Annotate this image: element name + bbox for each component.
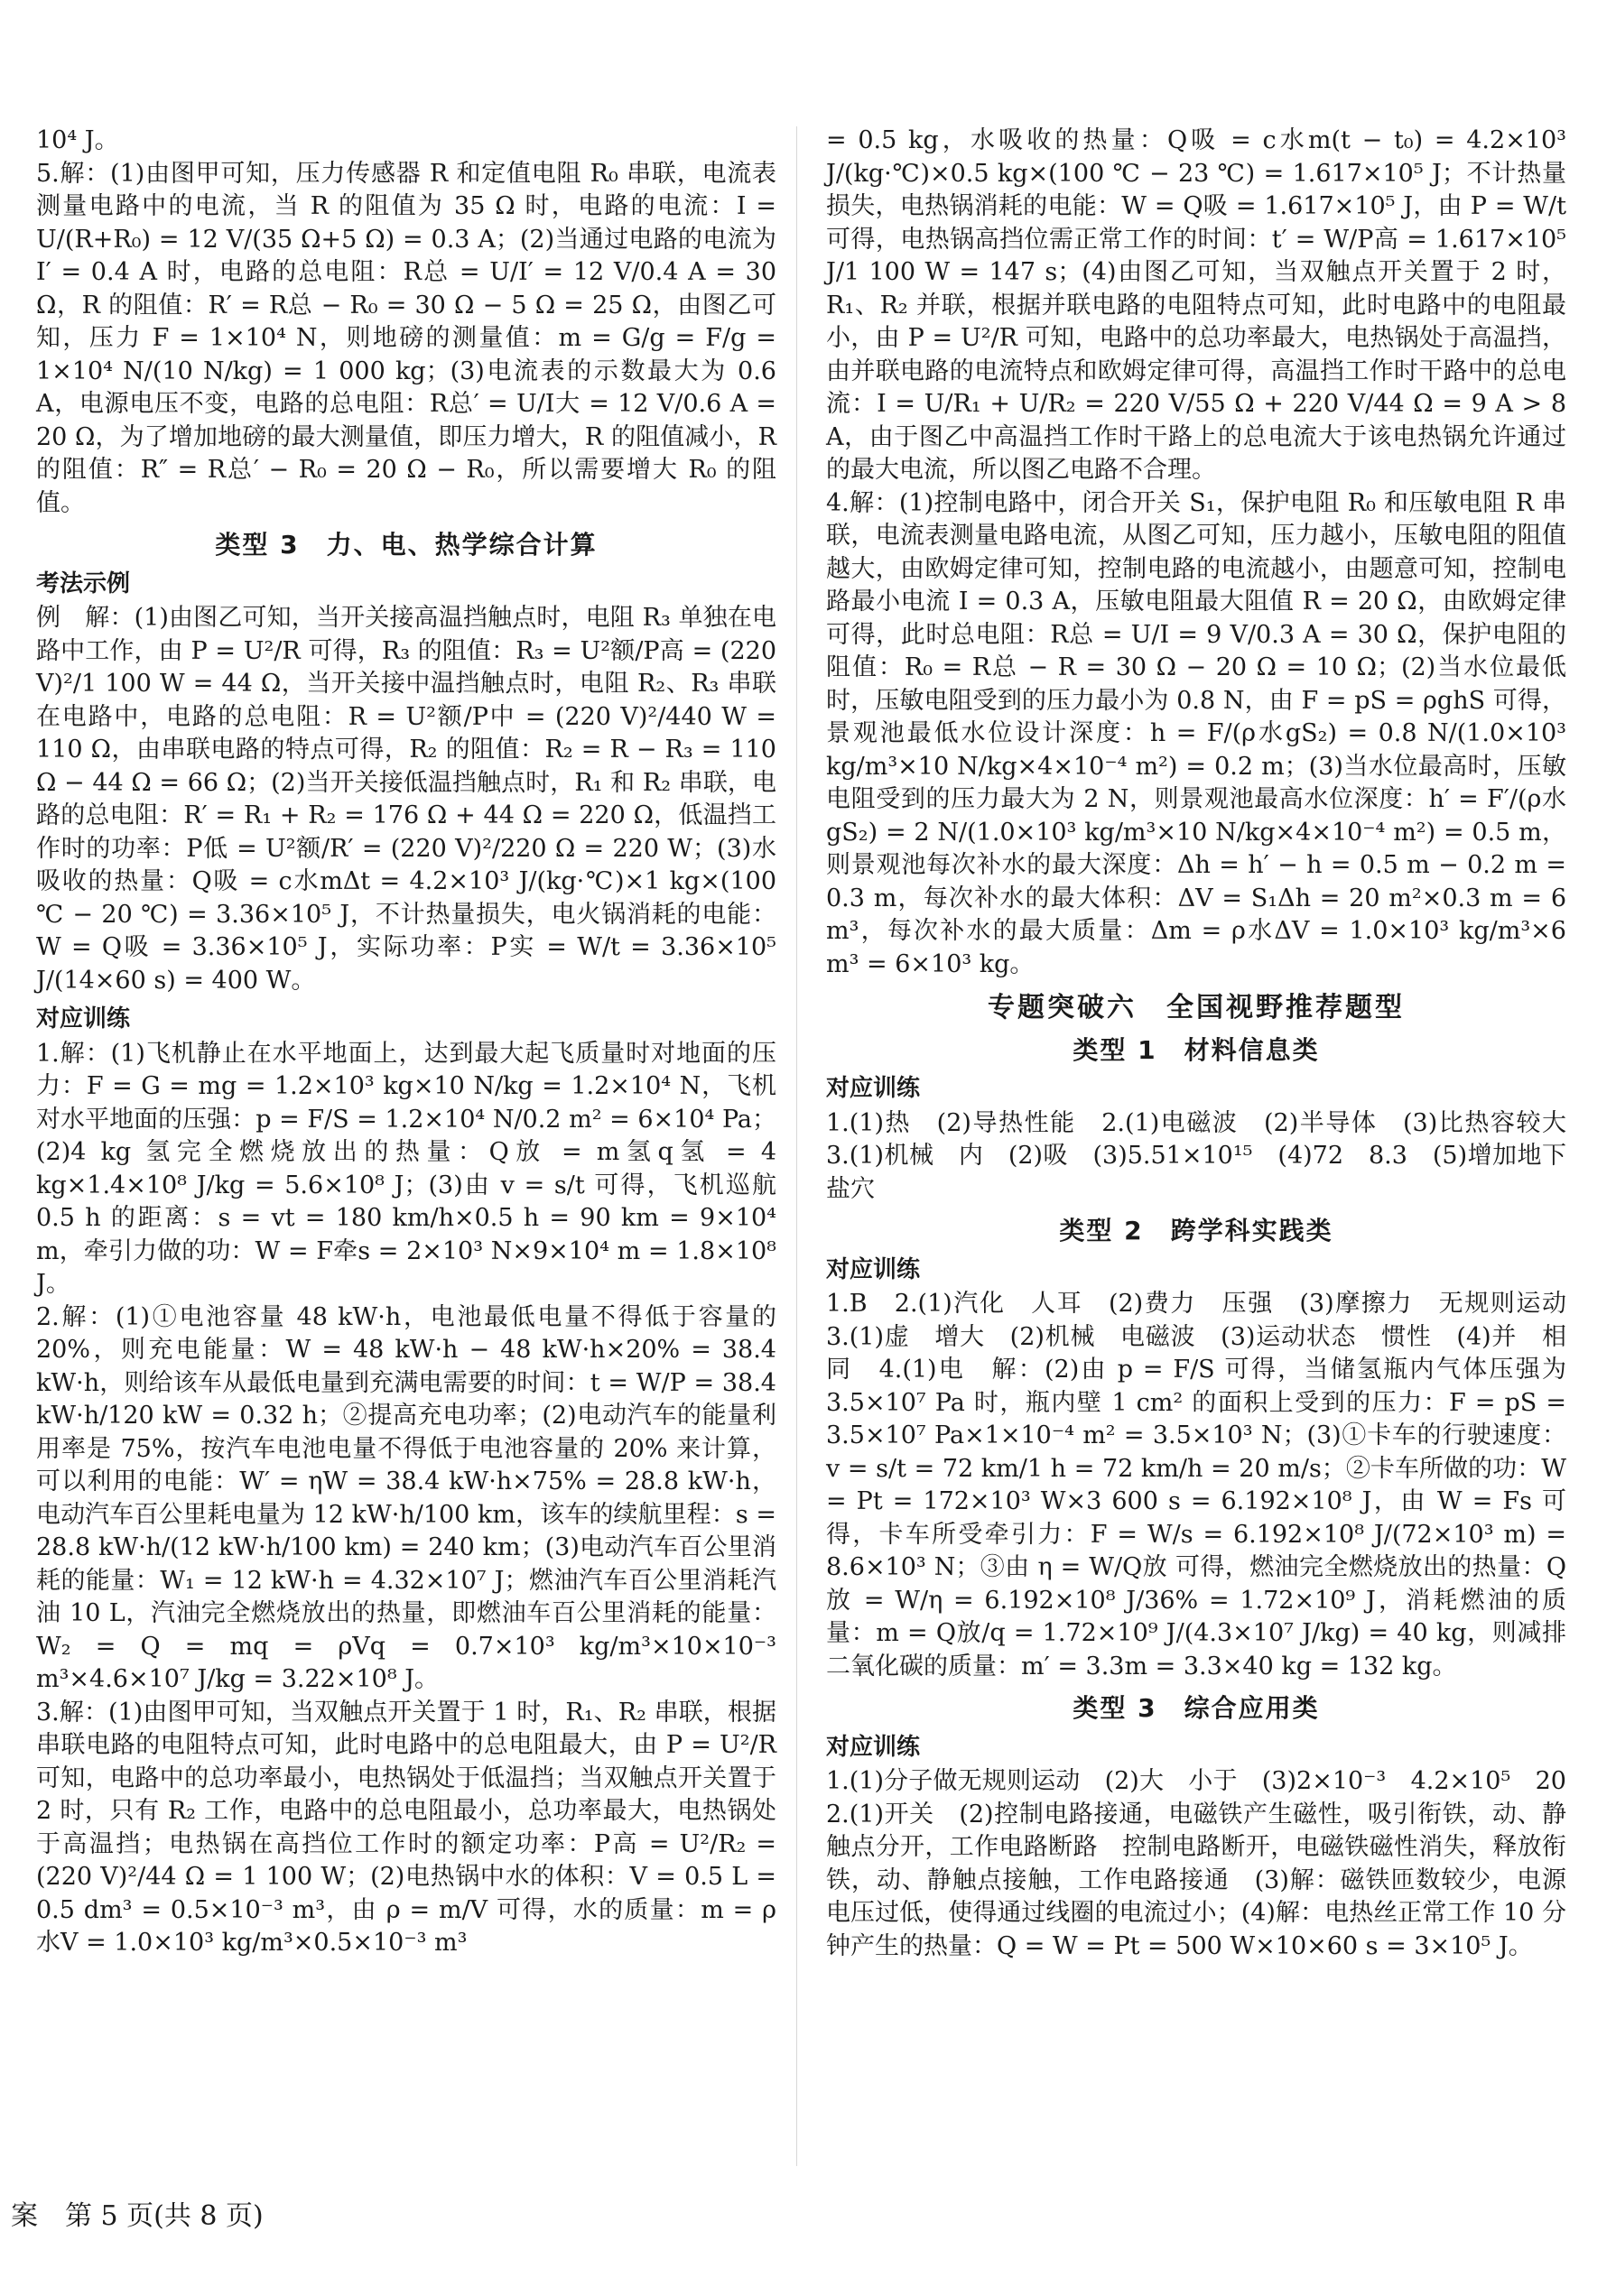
answer-continuation: 10⁴ J。 [36,126,119,154]
training-answer-3: 3.解：(1)由图甲可知，当双触点开关置于 1 时，R₁、R₂ 串联，根据串联电路的电阻特点可知，此时电路中的总电阻最大，由 P = U²/R 可知，电路中的总功率最小，电热锅处于低温挡；当双触点开关置于 2 时，只有 R₂ 工作，电路中的总电阻最小，总功率最大，电热锅处于高温挡；电热锅在高挡位工作时的额定功率：P高 = U²/R₂ = (220 V)²/44 Ω = 1 100 W；(2)电热锅中水的体积：V = 0.5 L = 0.5 dm³ = 0.5×10⁻³ m³，由 ρ = m/V 可得，水的质量：m = ρ水V = 1.0×10³ kg/m³×0.5×10⁻³ m³ [36,1698,776,1957]
example-heading: 考法示例 [36,569,131,597]
left-column [36,125,776,1960]
training-heading: 对应训练 [36,1005,131,1032]
page-footer: 案 第 5 页(共 8 页) [11,2200,264,2232]
type1-section-title: 类型 1 材料信息类 [1073,1034,1320,1065]
column-divider [796,126,797,2166]
topic-6-title: 专题突破六 全国视野推荐题型 [988,992,1405,1023]
example-answer: 例 解：(1)由图乙可知，当开关接高温挡触点时，电阻 R₃ 单独在电路中工作，由 P = U²/R 可得，R₃ 的阻值：R₃ = U²额/P高 = (220 V)²/1 100 W = 44 Ω，当开关接中温挡触点时，电阻 R₂、R₃ 串联在电路中，电路的总电阻：R = U²额/P中 = (220 V)²/440 W = 110 Ω，由串联电路的特点可得，R₂ 的阻值：R₂ = R − R₃ = 110 Ω − 44 Ω = 66 Ω；(2)当开关接低温挡触点时，R₁ 和 R₂ 串联，电路的总电阻：R′ = R₁ + R₂ = 176 Ω + 44 Ω = 220 Ω，低温挡工作时的功率：P低 = U²额/R′ = (220 V)²/220 Ω = 220 W；(3)水吸收的热量：Q吸 = c水mΔt = 4.2×10³ J/(kg·℃)×1 kg×(100 ℃ − 20 ℃) = 3.36×10⁵ J，不计热量损失，电火锅消耗的电能：W = Q吸 = 3.36×10⁵ J，实际功率：P实 = W/t = 3.36×10⁵ J/(14×60 s) = 400 W。 [36,604,776,995]
training-answer-1: 1.解：(1)飞机静止在水平地面上，达到最大起飞质量时对地面的压力：F = G = mg = 1.2×10³ kg×10 N/kg = 1.2×10⁴ N，飞机对水平地面的压强：p = F/S = 1.2×10⁴ N/0.2 m² = 6×10⁴ Pa；(2)4 kg 氢完全燃烧放出的热量：Q放 = m氢q氢 = 4 kg×1.4×10⁸ J/kg = 5.6×10⁸ J；(3)由 v = s/t 可得，飞机巡航 0.5 h 的距离：s = vt = 180 km/h×0.5 h = 90 km = 9×10⁴ m，牵引力做的功：W = F牵s = 2×10³ N×9×10⁴ m = 1.8×10⁸ J。 [36,1039,776,1298]
training-answer-2: 2.解：(1)①电池容量 48 kW·h，电池最低电量不得低于容量的 20%，则充电能量：W = 48 kW·h − 48 kW·h×20% = 38.4 kW·h，则给该车从最低电量到充满电需要的时间：t = W/P = 38.4 kW·h/120 kW = 0.32 h；②提高充电功率；(2)电动汽车的能量利用率是 75%，按汽车电池电量不得低于电池容量的 20% 来计算，可以利用的电能：W′ = ηW = 38.4 kW·h×75% = 28.8 kW·h，电动汽车百公里耗电量为 12 kW·h/100 km，该车的续航里程：s = 28.8 kW·h/(12 kW·h/100 km) = 240 km；(3)电动汽车百公里消耗的能量：W₁ = 12 kW·h = 4.32×10⁷ J；燃油汽车百公里消耗汽油 10 L，汽油完全燃烧放出的热量，即燃油车百公里消耗的能量：W₂ = Q = mq = ρVq = 0.7×10³ kg/m³×10×10⁻³ m³×4.6×10⁷ J/kg = 3.22×10⁸ J。 [36,1302,776,1693]
answer-4: 4.解：(1)控制电路中，闭合开关 S₁，保护电阻 R₀ 和压敏电阻 R 串联，电流表测量电路电流，从图乙可知，压力越小，压敏电阻的阻值越大，由欧姆定律可知，控制电路的电流越小，由题意可知，控制电路最小电流 I = 0.3 A，压敏电阻最大阻值 R = 20 Ω，由欧姆定律可得，此时总电阻：R总 = U/I = 9 V/0.3 A = 30 Ω，保护电阻的阻值：R₀ = R总 − R = 30 Ω − 20 Ω = 10 Ω；(2)当水位最低时，压敏电阻受到的压力最小为 0.8 N，由 F = pS = ρghS 可得，景观池最低水位设计深度：h = F/(ρ水gS₂) = 0.8 N/(1.0×10³ kg/m³×10 N/kg×4×10⁻⁴ m²) = 0.2 m；(3)当水位最高时，压敏电阻受到的压力最大为 2 N，则景观池最高水位深度：h′ = F′/(ρ水gS₂) = 2 N/(1.0×10³ kg/m³×10 N/kg×4×10⁻⁴ m²) = 0.5 m，则景观池每次补水的最大深度：Δh = h′ − h = 0.5 m − 0.2 m = 0.3 m，每次补水的最大体积：ΔV = S₁Δh = 20 m²×0.3 m = 6 m³，每次补水的最大质量：Δm = ρ水ΔV = 1.0×10³ kg/m³×6 m³ = 6×10³ kg。 [826,488,1566,978]
type1-answers: 1.(1)热 (2)导热性能 2.(1)电磁波 (2)半导体 (3)比热容较大 3.(1)机械 内 (2)吸 (3)5.51×10¹⁵ (4)72 8.3 (5)增加地下盐穴 [826,1108,1591,1203]
type3b-training-heading: 对应训练 [826,1733,921,1761]
type2-section-title: 类型 2 跨学科实践类 [1059,1216,1333,1245]
type3-section-title: 类型 3 力、电、热学综合计算 [215,530,598,560]
type2-answers: 1.B 2.(1)汽化 人耳 (2)费力 压强 (3)摩擦力 无规则运动 3.(1)虚 增大 (2)机械 电磁波 (3)运动状态 惯性 (4)并 相同 4.(1)电 解：(2)由 p = F/S 可得，当储氢瓶内气体压强为 3.5×10⁷ Pa 时，瓶内壁 1 cm² 的面积上受到的压力：F = pS = 3.5×10⁷ Pa×1×10⁻⁴ m² = 3.5×10³ N；(3)①卡车的行驶速度：v = s/t = 72 km/1 h = 72 km/h = 20 m/s；②卡车所做的功：W = Pt = 172×10³ W×3 600 s = 6.192×10⁸ J，由 W = Fs 可得，卡车所受牵引力：F = W/s = 6.192×10⁸ J/(72×10³ m) = 8.6×10³ N；③由 η = W/Q放 可得，燃油完全燃烧放出的热量：Q放 = W/η = 6.192×10⁸ J/36% = 1.72×10⁹ J，消耗燃油的质量：m = Q放/q = 1.72×10⁹ J/(4.3×10⁷ J/kg) = 40 kg，则减排二氧化碳的质量：m′ = 3.3m = 3.3×40 kg = 132 kg。 [826,1290,1591,1680]
type2-training-heading: 对应训练 [826,1255,921,1283]
type3b-section-title: 类型 3 综合应用类 [1073,1693,1320,1723]
answer-3-continuation: = 0.5 kg，水吸收的热量：Q吸 = c水m(t − t₀) = 4.2×10³ J/(kg·℃)×0.5 kg×(100 ℃ − 23 ℃) = 1.617×10⁵ J；不计热量损失，电热锅消耗的电能：W = Q吸 = 1.617×10⁵ J，由 P = W/t 可得，电热锅高挡位需正常工作的时间：t′ = W/P高 = 1.617×10⁵ J/1 100 W = 147 s；(4)由图乙可知，当双触点开关置于 2 时，R₁、R₂ 并联，根据并联电路的电阻特点可知，此时电路中的电阻最小，由 P = U²/R 可知，电路中的总功率最大，电热锅处于高温挡，由并联电路的电流特点和欧姆定律可得，高温挡工作时干路中的总电流：I = U/R₁ + U/R₂ = 220 V/55 Ω + 220 V/44 Ω = 9 A > 8 A，由于图乙中高温挡工作时干路上的总电流大于该电热锅允许通过的最大电流，所以图乙电路不合理。 [826,126,1566,484]
type1-training-heading: 对应训练 [826,1075,921,1102]
right-column [826,125,1591,1963]
type3b-answers: 1.(1)分子做无规则运动 (2)大 小于 (3)2×10⁻³ 4.2×10⁵ 20 2.(1)开关 (2)控制电路接通，电磁铁产生磁性，吸引衔铁，动、静触点分开，工作电路断路 控制电路断开，电磁铁磁性消失，释放衔铁，动、静触点接触，工作电路接通 (3)解：磁铁匝数较少，电源电压过低，使得通过线圈的电流过小；(4)解：电热丝正常工作 10 分钟产生的热量：Q = W = Pt = 500 W×10×60 s = 3×10⁵ J。 [826,1767,1591,1960]
answer-5: 5.解：(1)由图甲可知，压力传感器 R 和定值电阻 R₀ 串联，电流表测量电路中的电流，当 R 的阻值为 35 Ω 时，电路的电流：I = U/(R+R₀) = 12 V/(35 Ω+5 Ω) = 0.3 A；(2)当通过电路的电流为 I′ = 0.4 A 时，电路的总电阻：R总 = U/I′ = 12 V/0.4 A = 30 Ω，R 的阻值：R′ = R总 − R₀ = 30 Ω − 5 Ω = 25 Ω，由图乙可知，压力 F = 1×10⁴ N，则地磅的测量值：m = G/g = F/g = 1×10⁴ N/(10 N/kg) = 1 000 kg；(3)电流表的示数最大为 0.6 A，电源电压不变，电路的总电阻：R总′ = U/I大 = 12 V/0.6 A = 20 Ω，为了增加地磅的最大测量值，即压力增大，R 的阻值减小，R 的阻值：R″ = R总′ − R₀ = 20 Ω − R₀，所以需要增大 R₀ 的阻值。 [36,159,776,517]
